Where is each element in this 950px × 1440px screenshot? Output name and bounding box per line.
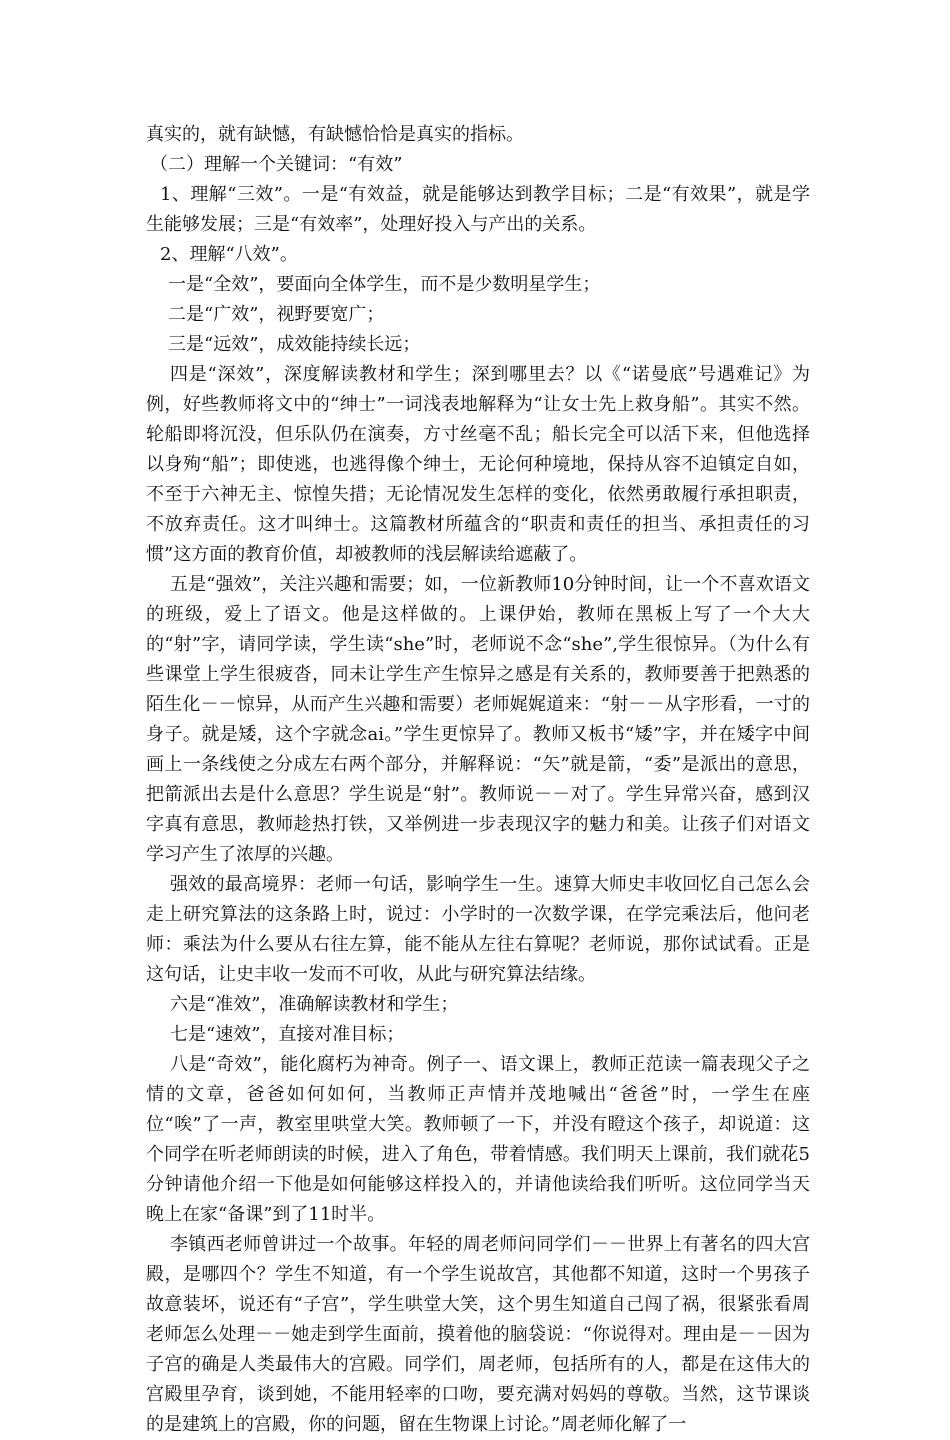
paragraph-li-zhenxi-story: 李镇西老师曾讲过一个故事。年轻的周老师问同学们－－世界上有著名的四大宫殿，是哪四个？学生不知道，有一个学生说故宫，其他都不知道，这时一个男孩子故意装坏，说还有“子宫”，学生哄堂大笑，这个男生知道自己闯了祸，很紧张看周老师怎么处理－－她走到学生面前，摸着他的脑袋说：“你说得对。理由是－－因为子宫的确是人类最伟大的宫殿。同学们，周老师，包括所有的人，都是在这伟大的宫殿里孕育，谈到她，不能用轻率的口吻，要充满对妈妈的尊敬。当然，这节课谈的是建筑上的宫殿，你的问题，留在生物课上讨论。”周老师化解了一 bbox=[146, 1234, 810, 1435]
list-item-fast-effect: 七是“速效”，直接对准目标； bbox=[170, 1024, 405, 1045]
list-item-full-effect: 一是“全效”，要面向全体学生，而不是少数明星学生； bbox=[168, 274, 601, 295]
paragraph-wonder-effect: 八是“奇效”，能化腐朽为神奇。例子一、语文课上，教师正范读一篇表现父子之情的文章，爸爸如何如何，当教师正声情并茂地喊出“爸爸”时，一学生在座位“唉”了一声，教室里哄堂大笑。教师顿了一下，并没有瞪这个孩子，却说道：这个同学在听老师朗读的时候，进入了角色，带着情感。我们明天上课前，我们就花5分钟请他介绍一下他是如何能够这样投入的，并请他读给我们听听。这位同学当天晚上在家“备课”到了11时半。 bbox=[146, 1054, 810, 1225]
paragraph-eight-effects-heading: 2、理解“八效”。 bbox=[160, 244, 298, 265]
paragraph-strong-effect: 五是“强效”，关注兴趣和需要；如，一位新教师10分钟时间，让一个不喜欢语文的班级，爱上了语文。他是这样做的。上课伊始，教师在黑板上写了一个大大的“射”字，请同学读，学生读“she”时，老师说不念“she”,学生很惊异。（为什么有些课堂上学生很疲沓，同未让学生产生惊异之感是有关系的，教师要善于把熟悉的陌生化－－惊异，从而产生兴趣和需要）老师娓娓道来：“射－－从字形看，一寸的身子。就是矮，这个字就念ai。”学生更惊异了。教师又板书“矮”字，并在矮字中间画上一条线使之分成左右两个部分，并解释说：“矢”就是箭，“委”是派出的意思，把箭派出去是什么意思？学生说是“射”。教师说－－对了。学生异常兴奋，感到汉字真有意思，教师趁热打铁，又举例进一步表现汉字的魅力和美。让孩子们对语文学习产生了浓厚的兴趣。 bbox=[146, 574, 810, 865]
paragraph-three-effects: 1、理解“三效”。一是“有效益，就是能够达到教学目标；二是“有效果”，就是学生能够发展；三是“有效率”，处理好投入与产出的关系。 bbox=[146, 184, 810, 235]
paragraph-deep-effect: 四是“深效”，深度解读教材和学生；深到哪里去？以《“诺曼底”号遇难记》为例，好些教师将文中的“绅士”一词浅表地解释为“让女士先上救身船”。其实不然。轮船即将沉没，但乐队仍在演奏，方寸丝毫不乱；船长完全可以活下来，但他选择以身殉“船”；即使逃，也逃得像个绅士，无论何种境地，保持从容不迫镇定自如，不至于六神无主、惊惶失措；无论情况发生怎样的变化，依然勇敢履行承担职责，不放弃责任。这才叫绅士。这篇教材所蕴含的“职责和责任的担当、承担责任的习惯”这方面的教育价值，却被教师的浅层解读给遮蔽了。 bbox=[146, 364, 810, 565]
list-item-long-effect: 三是“远效”，成效能持续长远； bbox=[168, 334, 421, 355]
paragraph-closing-sentence: 真实的，就有缺憾，有缺憾恰恰是真实的指标。 bbox=[146, 124, 524, 145]
list-item-broad-effect: 二是“广效”，视野要宽广； bbox=[168, 304, 385, 325]
paragraph-strong-effect-highest: 强效的最高境界：老师一句话，影响学生一生。速算大师史丰收回忆自己怎么会走上研究算法的这条路上时，说过：小学时的一次数学课，在学完乘法后，他问老师：乘法为什么要从右往左算，能不能从左往右算呢？老师说，那你试试看。正是这句话，让史丰收一发而不可收，从此与研究算法结缘。 bbox=[146, 874, 810, 985]
document-body bbox=[146, 120, 810, 1440]
section-heading-effective: （二）理解一个关键词：“有效” bbox=[150, 154, 403, 175]
list-item-accurate-effect: 六是“准效”，准确解读教材和学生； bbox=[170, 994, 459, 1015]
